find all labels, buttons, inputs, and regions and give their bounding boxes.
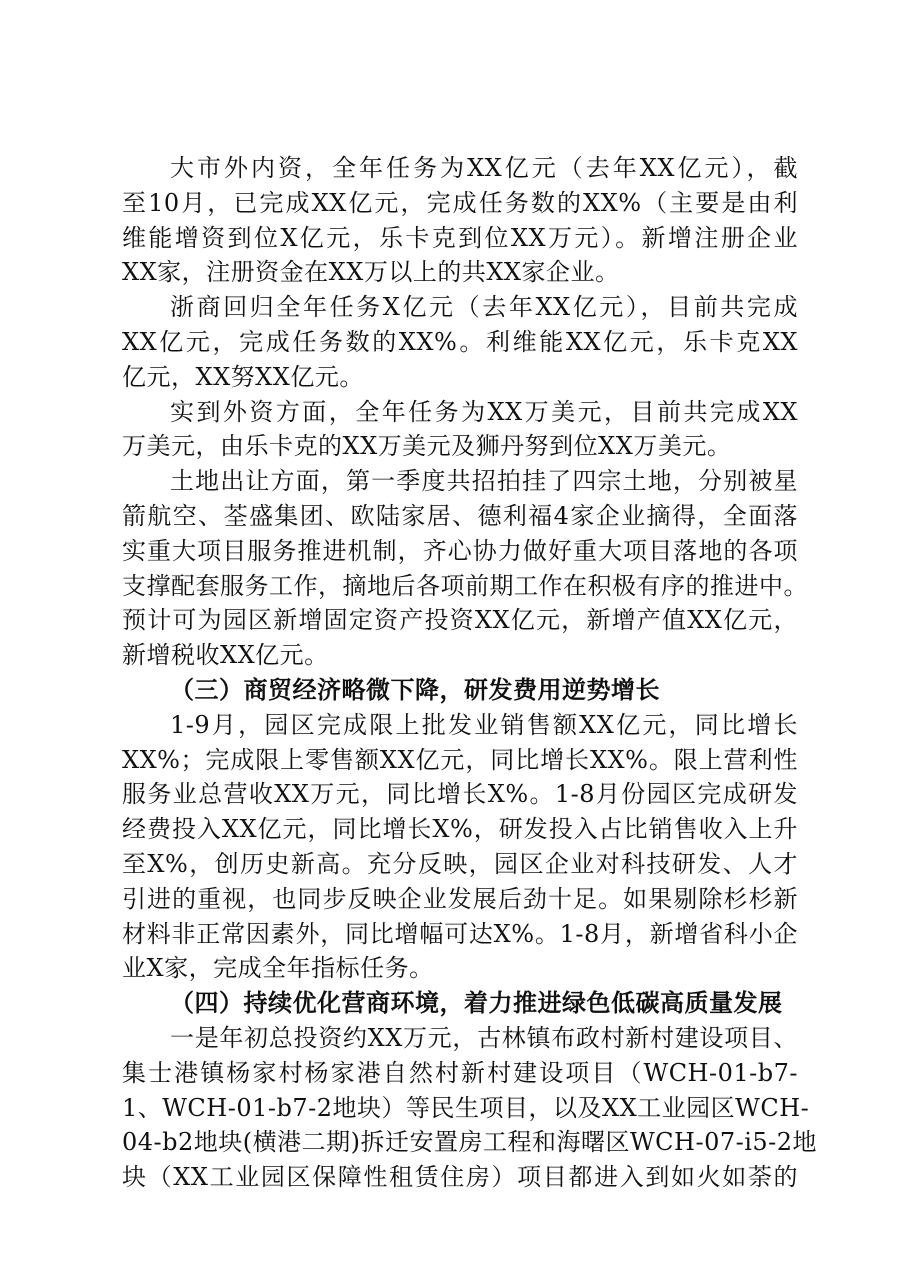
paragraph-foreign-domestic-investment xyxy=(122,151,798,290)
text-line: 业X家，完成全年指标任务。 xyxy=(122,954,434,983)
text-line: 经费投入XX亿元，同比增长X%，研发投入占比销售收入上升 xyxy=(122,815,798,844)
text-line: 至10月，已完成XX亿元，完成任务数的XX%（主要是由利 xyxy=(122,188,798,217)
text-line: 浙商回归全年任务X亿元（去年XX亿元），目前共完成 xyxy=(170,293,798,322)
text-line: 维能增资到位X亿元，乐卡克到位XX万元）。新增注册企业 xyxy=(122,223,798,252)
text-line: XX%；完成限上零售额XX亿元，同比增长XX%。限上营利性 xyxy=(122,745,798,774)
text-line: 块（XX工业园区保障性租赁住房）项目都进入到如火如荼的 xyxy=(122,1163,798,1192)
text-line: 一是年初总投资约XX万元，古林镇布政村新村建设项目、 xyxy=(170,1023,798,1052)
text-line: 材料非正常因素外，同比增幅可达X%。1-8月，新增省科小企 xyxy=(122,919,798,948)
paragraph-land-transfer xyxy=(122,464,808,673)
text-line: 土地出让方面，第一季度共招拍挂了四宗土地，分别被星 xyxy=(170,467,798,496)
paragraph-commerce-rnd xyxy=(122,708,798,986)
section-heading-four xyxy=(122,986,798,1021)
text-line: 服务业总营收XX万元，同比增长X%。1-8月份园区完成研发 xyxy=(122,780,798,809)
section-heading-three xyxy=(122,673,798,708)
text-line: 至X%，创历史新高。充分反映，园区企业对科技研发、人才 xyxy=(122,849,798,878)
text-line: XX亿元，完成任务数的XX%。利维能XX亿元，乐卡克XX xyxy=(122,327,798,356)
text-line: 引进的重视，也同步反映企业发展后劲十足。如果剔除杉杉新 xyxy=(122,884,798,913)
paragraph-zhejiang-merchants-return xyxy=(122,290,798,394)
text-line: 大市外内资，全年任务为XX亿元（去年XX亿元），截 xyxy=(170,154,798,182)
section-heading: （四）持续优化营商环境，着力推进绿色低碳高质量发展 xyxy=(170,988,783,1018)
document-page xyxy=(122,151,818,1195)
text-line: XX家，注册资金在XX万以上的共XX家企业。 xyxy=(122,258,620,287)
text-line: 支撑配套服务工作，摘地后各项前期工作在积极有序的推进中。 xyxy=(122,571,808,600)
text-line: 亿元，XX努XX亿元。 xyxy=(122,362,364,391)
text-line: 新增税收XX亿元。 xyxy=(122,641,329,670)
text-line: 1、WCH-01-b7-2地块）等民生项目，以及XX工业园区WCH- xyxy=(122,1093,810,1122)
paragraph-livelihood-projects xyxy=(122,1021,818,1195)
text-line: 04-b2地块(横港二期)拆迁安置房工程和海曙区WCH-07-i5-2地 xyxy=(122,1128,818,1157)
paragraph-actual-foreign-capital xyxy=(122,395,798,465)
text-line: 1-9月，园区完成限上批发业销售额XX亿元，同比增长 xyxy=(170,710,798,739)
text-line: 预计可为园区新增固定资产投资XX亿元，新增产值XX亿元， xyxy=(122,606,798,635)
text-line: 集士港镇杨家村杨家港自然村新村建设项目（WCH-01-b7- xyxy=(122,1058,798,1087)
text-line: 实重大项目服务推进机制，齐心协力做好重大项目落地的各项 xyxy=(122,536,798,565)
text-line: 实到外资方面，全年任务为XX万美元，目前共完成XX xyxy=(170,397,798,426)
text-line: 箭航空、荃盛集团、欧陆家居、德利福4家企业摘得，全面落 xyxy=(122,501,798,530)
section-heading: （三）商贸经济略微下降，研发费用逆势增长 xyxy=(170,674,660,704)
text-line: 万美元，由乐卡克的XX万美元及狮丹努到位XX万美元。 xyxy=(122,432,732,461)
